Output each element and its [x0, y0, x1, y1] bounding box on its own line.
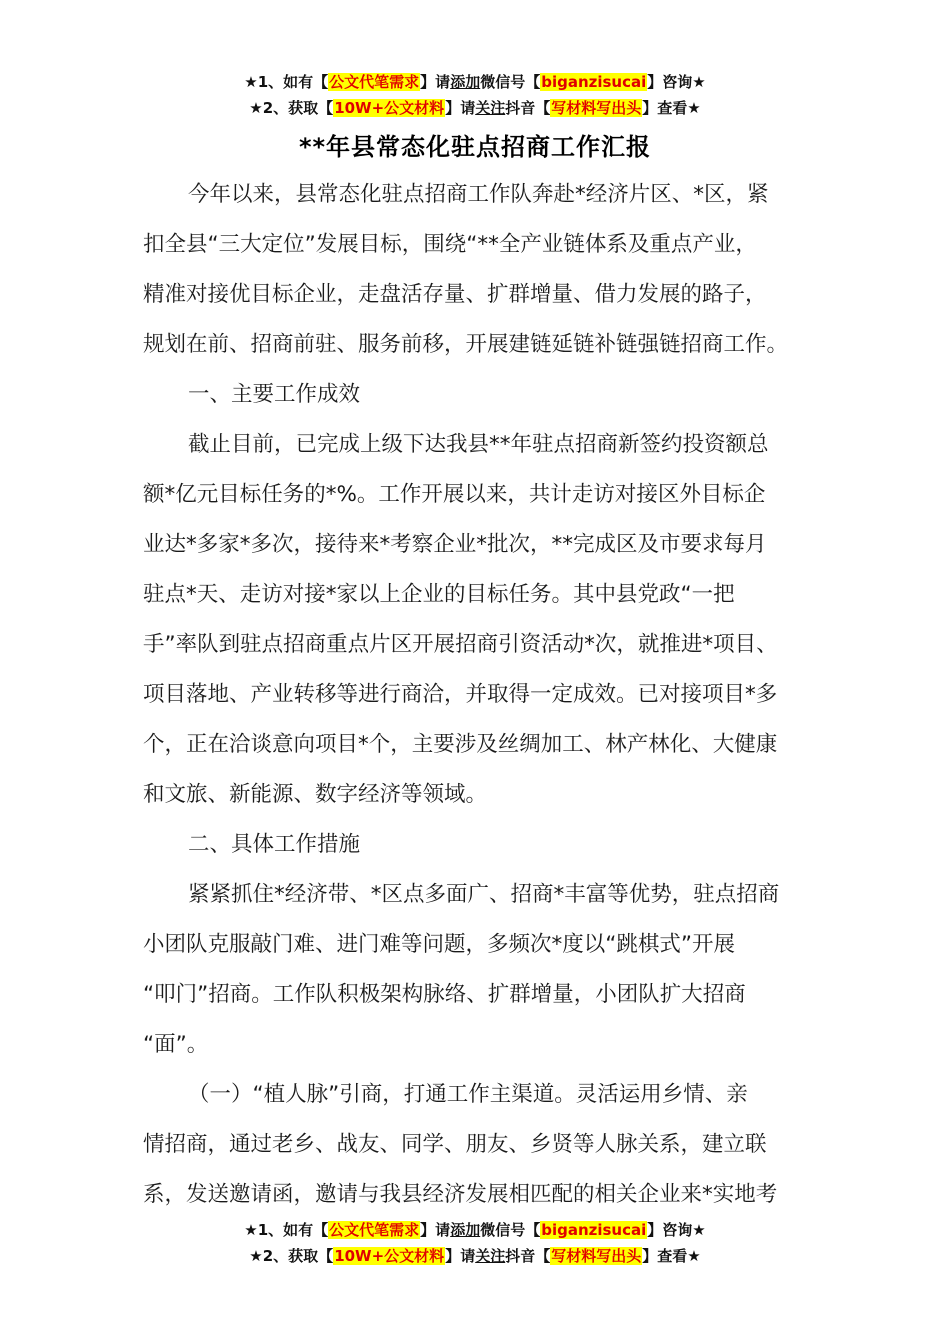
promo-text: 微信号【	[480, 73, 541, 91]
bottom-promo-banner	[0, 1217, 950, 1269]
top-promo-banner	[0, 69, 950, 121]
text-line: 项目落地、产业转移等进行商洽，并取得一定成效。已对接项目*多	[143, 682, 778, 707]
promo-text: 】请	[445, 1247, 476, 1265]
promo-text: ★1、如有【	[244, 73, 329, 91]
promo-highlight: biganzisucai	[541, 73, 647, 91]
text-line: 今年以来，县常态化驻点招商工作队奔赴*经济片区、*区，紧	[188, 182, 769, 207]
promo-text: ★2、获取【	[249, 1247, 334, 1265]
text-line: 个，正在洽谈意向项目*个，主要涉及丝绸加工、林产林化、大健康	[143, 732, 778, 757]
promo-text: 】咨询★	[647, 73, 706, 91]
promo-highlight: 写材料写出头	[551, 99, 642, 117]
text-line: 规划在前、招商前驻、服务前移，开展建链延链补链强链招商工作。	[143, 332, 789, 357]
text-line: 截止目前，已完成上级下达我县**年驻点招商新签约投资额总	[188, 432, 769, 457]
promo-line-2	[0, 1243, 950, 1269]
promo-highlight: biganzisucai	[541, 1221, 647, 1239]
promo-highlight: 写材料写出头	[551, 1247, 642, 1265]
promo-text: 】请	[445, 99, 476, 117]
promo-text: ★1、如有【	[244, 1221, 329, 1239]
promo-highlight: 10W+公文材料	[334, 99, 445, 117]
text-line: 情招商，通过老乡、战友、同学、朋友、乡贤等人脉关系，建立联	[143, 1132, 767, 1157]
text-line: 和文旅、新能源、数字经济等领域。	[143, 782, 488, 807]
promo-text: 微信号【	[480, 1221, 541, 1239]
text-line: 扣全县“三大定位”发展目标，围绕“**全产业链体系及重点产业，	[143, 232, 757, 257]
text-line: “面”。	[143, 1032, 209, 1057]
paragraph-results	[143, 420, 833, 820]
paragraph-subsection-1	[143, 1070, 833, 1220]
promo-line-1	[0, 69, 950, 95]
promo-text: 】查看★	[642, 1247, 701, 1265]
paragraph-intro	[143, 170, 833, 370]
promo-highlight: 公文代笔需求	[329, 1221, 420, 1239]
promo-underline: 添加	[450, 1221, 481, 1239]
section-heading-1: 一、主要工作成效	[188, 382, 361, 407]
text-line: 手”率队到驻点招商重点片区开展招商引资活动*次，就推进*项目、	[143, 632, 778, 657]
promo-highlight: 10W+公文材料	[334, 1247, 445, 1265]
text-line: 额*亿元目标任务的*%。工作开展以来，共计走访对接区外目标企	[143, 482, 766, 507]
paragraph-measures	[143, 870, 833, 1070]
document-body	[143, 170, 833, 1220]
text-line: “叩门”招商。工作队积极架构脉络、扩群增量，小团队扩大招商	[143, 982, 746, 1007]
section-heading-2: 二、具体工作措施	[188, 832, 361, 857]
text-line: （一）“植人脉”引商，打通工作主渠道。灵活运用乡情、亲	[188, 1082, 748, 1107]
promo-text: 抖音【	[505, 1247, 551, 1265]
text-line: 系，发送邀请函，邀请与我县经济发展相匹配的相关企业来*实地考	[143, 1182, 778, 1207]
promo-text: 】查看★	[642, 99, 701, 117]
promo-underline: 添加	[450, 73, 481, 91]
promo-text: ★2、获取【	[249, 99, 334, 117]
text-line: 业达*多家*多次，接待来*考察企业*批次，**完成区及市要求每月	[143, 532, 767, 557]
promo-text: 抖音【	[505, 99, 551, 117]
promo-line-2	[0, 95, 950, 121]
promo-text: 】咨询★	[647, 1221, 706, 1239]
promo-line-1	[0, 1217, 950, 1243]
text-line: 紧紧抓住*经济带、*区点多面广、招商*丰富等优势，驻点招商	[188, 882, 780, 907]
promo-text: 】请	[420, 73, 451, 91]
text-line: 精准对接优目标企业，走盘活存量、扩群增量、借力发展的路子，	[143, 282, 767, 307]
text-line: 驻点*天、走访对接*家以上企业的目标任务。其中县党政“一把	[143, 582, 735, 607]
text-line: 小团队克服敲门难、进门难等问题，多频次*度以“跳棋式”开展	[143, 932, 736, 957]
promo-underline: 关注	[475, 1247, 506, 1265]
document-title: **年县常态化驻点招商工作汇报	[298, 133, 652, 161]
promo-highlight: 公文代笔需求	[329, 73, 420, 91]
promo-underline: 关注	[475, 99, 506, 117]
promo-text: 】请	[420, 1221, 451, 1239]
